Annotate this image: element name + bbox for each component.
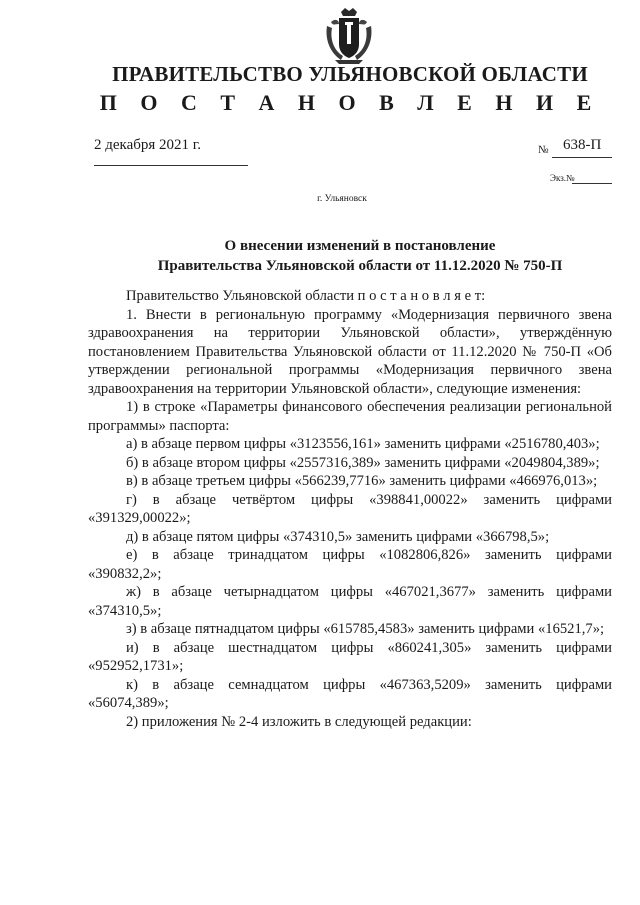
document-number — [538, 137, 612, 159]
coat-of-arms-icon — [321, 6, 377, 66]
paragraph-2: 2) приложения № 2-4 изложить в следующей редакции: — [126, 713, 472, 730]
copy-label: Экз.№ — [550, 173, 575, 183]
number-sign: № — [538, 144, 549, 156]
list-item: ж) в абзаце четырнадцатом цифры «467021,3677» заменить цифрами «374310,5»; — [88, 584, 612, 619]
number-underline — [552, 157, 612, 158]
paragraph-1-1: 1) в строке «Параметры финансового обеспечения реализации региональной программы» паспорта: — [88, 399, 612, 434]
city: г. Ульяновск — [317, 194, 367, 204]
document-type: П О С Т А Н О В Л Е Н И Е — [99, 90, 601, 115]
title-line-2: Правительства Ульяновской области от 11.12.2020 № 750-П — [157, 258, 563, 274]
number-value: 638-П — [563, 137, 602, 153]
document-title — [90, 236, 630, 276]
list-item: г) в абзаце четвёртом цифры «398841,00022» заменить цифрами «391329,00022»; — [88, 491, 612, 526]
list-item: а) в абзаце первом цифры «3123556,161» заменить цифрами «2516780,403»; — [126, 436, 600, 452]
list-item: в) в абзаце третьем цифры «566239,7716» заменить цифрами «466976,013»; — [126, 473, 598, 489]
document-body — [88, 287, 612, 731]
document-date: 2 декабря 2021 г. — [94, 137, 201, 153]
organization-name: ПРАВИТЕЛЬСТВО УЛЬЯНОВСКОЙ ОБЛАСТИ — [112, 62, 588, 86]
list-item: з) в абзаце пятнадцатом цифры «615785,4583» заменить цифрами «16521,7»; — [126, 621, 605, 637]
paragraph-1: 1. Внести в региональную программу «Модернизация первичного звена здравоохранения на территории Ульяновской области», утверждённую постановлением Правительства Ульяновской области от 11.12.2020 № 750-П «Об утверждении региональной программы «Модернизация первичного звена здравоохранения на территории Ульяновской области», следующие изменения: — [88, 306, 612, 397]
title-line-1: О внесении изменений в постановление — [224, 238, 496, 254]
list-item: д) в абзаце пятом цифры «374310,5» заменить цифрами «366798,5»; — [126, 528, 550, 545]
date-underline — [94, 165, 248, 166]
preamble: Правительство Ульяновской области п о с т а н о в л я е т: — [126, 288, 486, 304]
list-item: и) в абзаце шестнадцатом цифры «860241,305» заменить цифрами «952952,1731»; — [88, 639, 612, 674]
copy-underline — [572, 183, 612, 184]
copy-number — [550, 173, 612, 187]
list-item: б) в абзаце втором цифры «2557316,389» заменить цифрами «2049804,389»; — [126, 454, 600, 471]
list-item: к) в абзаце семнадцатом цифры «467363,5209» заменить цифрами «56074,389»; — [88, 676, 612, 711]
list-item: е) в абзаце тринадцатом цифры «1082806,826» заменить цифрами «390832,2»; — [88, 547, 612, 582]
